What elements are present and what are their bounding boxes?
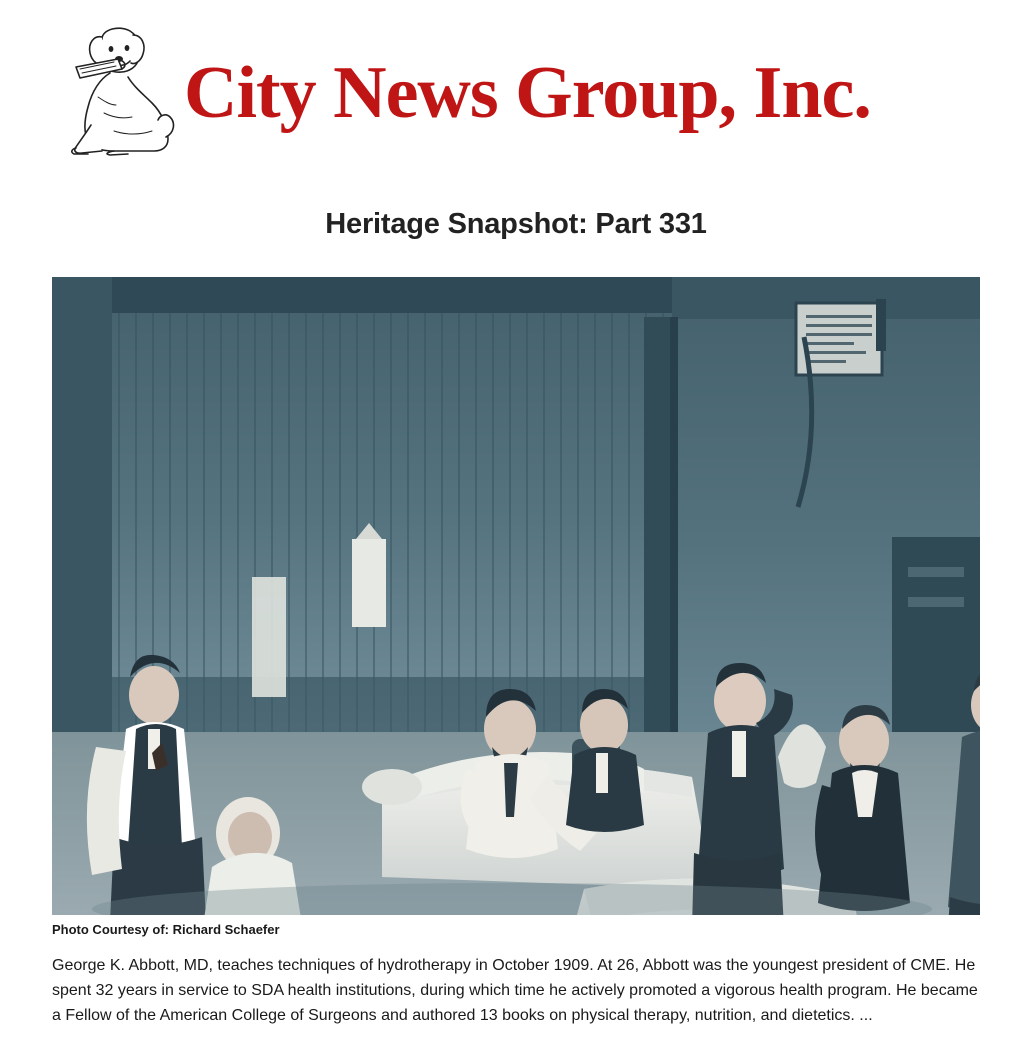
site-title: City News Group, Inc. (184, 52, 871, 134)
article-photo-wrapper (52, 277, 980, 915)
heritage-photo (52, 277, 980, 915)
photo-credit: Photo Courtesy of: Richard Schaefer (52, 922, 280, 937)
page-title: Heritage Snapshot: Part 331 (325, 208, 707, 240)
masthead (0, 0, 1032, 160)
photo-caption: George K. Abbott, MD, teaches techniques of hydrotherapy in October 1909. At 26, Abbott was the youngest president of CME. He spent 32 years in service to SDA health institutions, during which time he actively promoted a vigorous health program. He became a Fellow of the American College of Surgeons and authored 13 books on physical therapy, nutrition, and dietetics. ... (52, 957, 978, 1024)
caption-block (52, 915, 980, 1028)
dog-with-newspaper-logo-icon (58, 21, 176, 161)
